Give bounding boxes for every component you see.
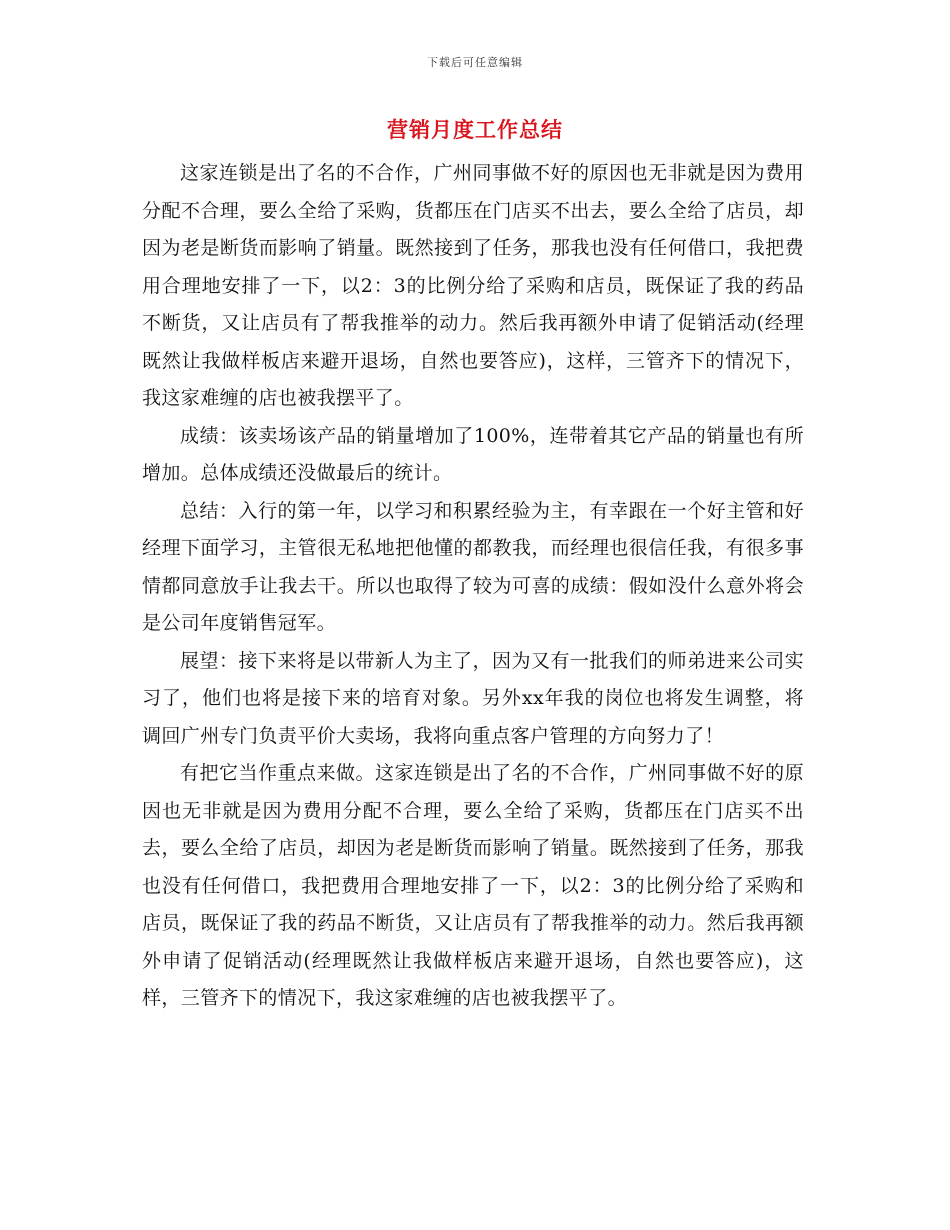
paragraph-intro: 这家连锁是出了名的不合作，广州同事做不好的原因也无非就是因为费用分配不合理，要么全给了采购，货都压在门店买不出去，要么全给了店员，却因为老是断货而影响了销量。既然接到了任务，那我也没有任何借口，我把费用合理地安排了一下，以2：3的比例分给了采购和店员，既保证了我的药品不断货，又让店员有了帮我推举的动力。然后我再额外申请了促销活动(经理既然让我做样板店来避开退场，自然也要答应)，这样，三管齐下的情况下，我这家难缠的店也被我摆平了。 [142,162,804,409]
paragraph-summary: 总结：入行的第一年，以学习和积累经验为主，有幸跟在一个好主管和好经理下面学习，主管很无私地把他懂的都教我，而经理也很信任我，有很多事情都同意放手让我去干。所以也取得了较为可喜的成绩：假如没什么意外将会是公司年度销售冠军。 [142,499,804,634]
paragraph-outlook: 展望：接下来将是以带新人为主了，因为又有一批我们的师弟进来公司实习了，他们也将是接下来的培育对象。另外xx年我的岗位也将发生调整，将调回广州专门负责平价大卖场，我将向重点客户管理的方向努力了！ [142,649,804,747]
paragraph-results: 成绩：该卖场该产品的销量增加了100%，连带着其它产品的销量也有所增加。总体成绩还没做最后的统计。 [142,424,804,484]
document-title: 营销月度工作总结 [387,117,563,142]
document-body [142,155,804,1018]
header-note: 下载后可任意编辑 [427,56,523,69]
paragraph-repeat: 有把它当作重点来做。这家连锁是出了名的不合作，广州同事做不好的原因也无非就是因为费用分配不合理，要么全给了采购，货都压在门店买不出去，要么全给了店员，却因为老是断货而影响了销量。既然接到了任务，那我也没有任何借口，我把费用合理地安排了一下，以2：3的比例分给了采购和店员，既保证了我的药品不断货，又让店员有了帮我推举的动力。然后我再额外申请了促销活动(经理既然让我做样板店来避开退场，自然也要答应)，这样，三管齐下的情况下，我这家难缠的店也被我摆平了。 [142,762,804,1009]
